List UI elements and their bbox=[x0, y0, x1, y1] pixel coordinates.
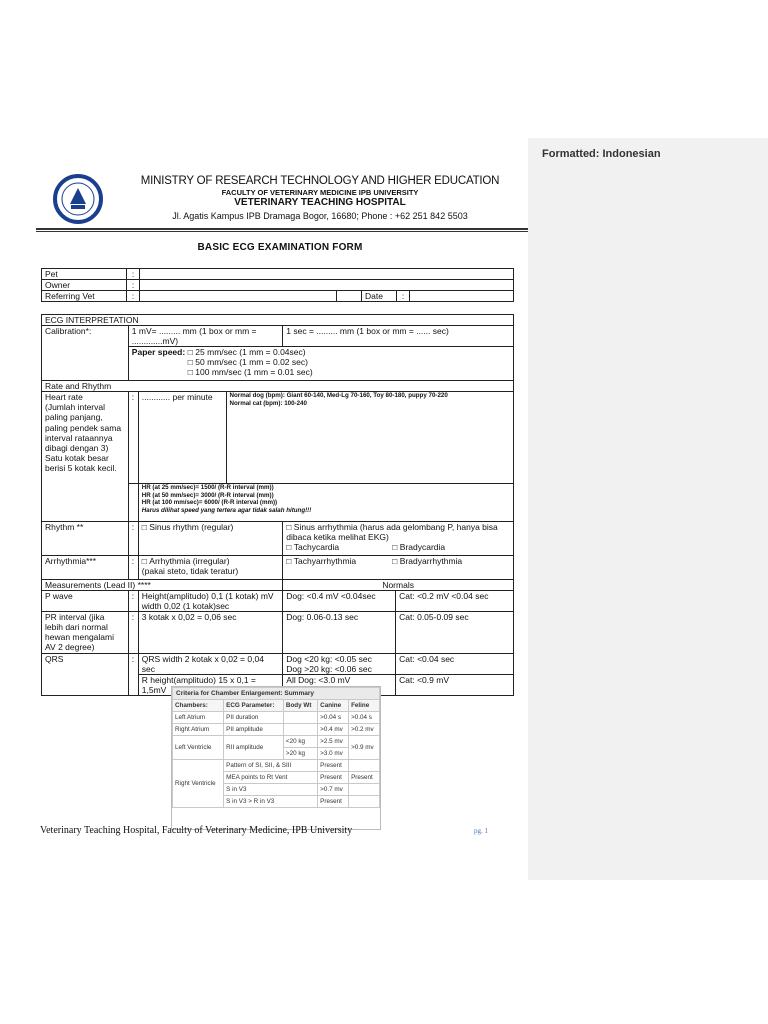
r-dog-normal: All Dog: <3.0 mV bbox=[283, 675, 396, 696]
p-wave-label: P wave bbox=[42, 591, 129, 612]
p-wave-value[interactable]: Height(amplitudo) 0,1 (1 kotak) mV width 0,02 (1 kotak)sec bbox=[138, 591, 283, 612]
arrhythmia-checkbox[interactable]: □ Arrhythmia (irregular) (pakai steto, tidak teratur) bbox=[138, 556, 283, 580]
tachycardia-checkbox[interactable]: □ Tachycardia bbox=[286, 542, 392, 552]
qrs-label: QRS bbox=[42, 654, 129, 696]
ipb-logo-icon bbox=[44, 174, 112, 224]
p-wave-cat-normal: Cat: <0.2 mV <0.04 sec bbox=[396, 591, 514, 612]
form-title: BASIC ECG EXAMINATION FORM bbox=[197, 242, 363, 253]
calibration-sec[interactable]: 1 sec = ......... mm (1 box or mm = ...... sec) bbox=[283, 326, 514, 347]
bradyarrhythmia-checkbox[interactable]: □ Bradyarrhythmia bbox=[392, 556, 462, 566]
owner-label: Owner bbox=[42, 280, 127, 291]
header-divider bbox=[36, 228, 530, 230]
measurements-heading: Measurements (Lead II) **** bbox=[42, 580, 283, 591]
sinus-rhythm-checkbox[interactable]: □ Sinus rhythm (regular) bbox=[138, 522, 283, 556]
hr-formula-100: HR (at 100 mm/sec)= 6000/ (R-R interval (mm)) bbox=[141, 499, 278, 506]
ministry-heading: MINISTRY OF RESEARCH TECHNOLOGY AND HIGHER EDUCATION bbox=[140, 175, 500, 187]
normals-heading: Normals bbox=[283, 580, 514, 591]
date-field[interactable] bbox=[410, 291, 514, 302]
qrs-width-value[interactable]: QRS width 2 kotak x 0,02 = 0,04 sec bbox=[138, 654, 283, 675]
r-height-value[interactable]: R height(amplitudo) 15 x 0,1 = 1,5mV bbox=[138, 675, 283, 696]
arrhythmia-label: Arrhythmia*** bbox=[42, 556, 129, 580]
bradycardia-checkbox[interactable]: □ Bradycardia bbox=[392, 542, 445, 552]
comment-label: Formatted: Indonesian bbox=[542, 148, 661, 160]
address-line: Jl. Agatis Kampus IPB Dramaga Bogor, 16680; Phone : +62 251 842 5503 bbox=[172, 211, 468, 221]
hospital-heading: VETERINARY TEACHING HOSPITAL bbox=[234, 197, 406, 208]
comment-pane bbox=[528, 138, 768, 880]
calibration-mv[interactable]: 1 mV= ......... mm (1 box or mm = .............mV) bbox=[128, 326, 283, 347]
chamber-caption: Criteria for Chamber Enlargement: Summary bbox=[173, 688, 380, 700]
referring-vet-label: Referring Vet bbox=[42, 291, 127, 302]
hr-formula-25: HR (at 25 mm/sec)= 1500/ (R-R interval (mm)) bbox=[141, 484, 274, 491]
date-label: Date bbox=[362, 291, 397, 302]
ecg-section-heading: ECG INTERPRETATION bbox=[42, 315, 514, 326]
hr-note: Harus dilihat speed yang tertera agar tidak salah hitung!!! bbox=[141, 506, 312, 514]
r-cat-normal: Cat: <0.9 mV bbox=[396, 675, 514, 696]
pet-field[interactable] bbox=[140, 269, 514, 280]
pr-interval-label: PR interval (jika lebih dari normal hewan mengalami AV 2 degree) bbox=[42, 612, 129, 654]
owner-field[interactable] bbox=[140, 280, 514, 291]
footer-text: Veterinary Teaching Hospital, Faculty of Veterinary Medicine, IPB University bbox=[40, 825, 353, 836]
tachyarrhythmia-checkbox[interactable]: □ Tachyarrhythmia bbox=[286, 556, 392, 566]
calibration-label: Calibration*: bbox=[42, 326, 129, 381]
faculty-heading: FACULTY OF VETERINARY MEDICINE IPB UNIVERSITY bbox=[221, 188, 419, 197]
rhythm-label: Rhythm ** bbox=[42, 522, 129, 556]
page-number: pg. 1 bbox=[474, 827, 488, 835]
speed-50-checkbox[interactable]: □ 50 mm/sec (1 mm = 0.02 sec) bbox=[132, 357, 510, 367]
p-wave-dog-normal: Dog: <0.4 mV <0.04sec bbox=[283, 591, 396, 612]
rate-rhythm-heading: Rate and Rhythm bbox=[42, 381, 514, 392]
patient-info-table: Pet : Owner : Referring Vet : Date : bbox=[41, 268, 514, 302]
normal-cat-bpm: Normal cat (bpm): 100-240 bbox=[229, 399, 307, 407]
speed-100-checkbox[interactable]: □ 100 mm/sec (1 mm = 0.01 sec) bbox=[132, 367, 510, 377]
pr-cat-normal: Cat: 0.05-0.09 sec bbox=[396, 612, 514, 654]
referring-vet-field[interactable] bbox=[140, 291, 337, 302]
qrs-cat-normal: Cat: <0.04 sec bbox=[396, 654, 514, 675]
pr-interval-value[interactable]: 3 kotak x 0,02 = 0,06 sec bbox=[138, 612, 283, 654]
paper-speed-label: Paper speed: bbox=[131, 347, 186, 357]
pr-dog-normal: Dog: 0.06-0.13 sec bbox=[283, 612, 396, 654]
hr-formula-50: HR (at 50 mm/sec)= 3000/ (R-R interval (mm)) bbox=[141, 491, 274, 499]
ecg-interpretation-table: ECG INTERPRETATION Calibration*: 1 mV= ......... mm (1 box or mm = .............mV) 1 sec = ......... mm (1 box or mm = ...... sec) Paper speed: □ 25 mm/sec (1 mm = 0.04sec) □ 50 mm/sec (1 mm = 0.02 sec) □ 100 mm/sec (1 mm = 0.01 sec) Rate and Rhythm Heart rate (Jumlah interval paling panjang, paling pendek sama interval rataannya dibagi dengan 3) Satu kotak besar berisi 5 kotak kecil. : ............ per minute Normal dog (bpm): Giant 60-140, Med-Lg 70-160, Toy 80-180, puppy 70-220 Normal cat (bpm): 100-240 HR (at 25 mm/sec)= 1500/ (R-R interval (mm)) HR (at 50 mm/sec)= 3000/ (R-R interval (mm)) HR (at 100 mm/sec)= 6000/ (R-R interval (mm)) Harus dilihat speed yang tertera agar tidak salah hitung!!! Rhythm ** : □ Sinus rhythm (regular) □ Sinus arrhythmia (harus ada gelombang P, hanya bisa dibaca ketika melihat EKG) □ Tachycardia □ Bradycardia Arrhythmia*** : □ Arrhythmia (irregular) (pakai steto, tidak teratur) □ Tachyarrhythmia □ Bradyarrhythmia Measurements (Lead II) **** Normals P wave : Height(amplitudo) 0,1 (1 kotak) mV width 0,02 (1 kotak)sec Dog: <0.4 mV <0.04sec Cat: <0.2 mV <0.04 sec PR interval (jika lebih dari normal hewan mengalami AV 2 degree) : 3 kotak x 0,02 = 0,06 sec Dog: 0.06-0.13 sec Cat: 0.05-0.09 sec QRS : QRS width 2 kotak x 0,02 = 0,04 sec Dog <20 kg: <0.05 sec Dog >20 kg: <0.06 sec Cat: <0.04 sec R height(amplitudo) 15 x 0,1 = 1,5mV All Dog: <3.0 mV Cat: <0.9 mV bbox=[41, 314, 514, 696]
pet-label: Pet bbox=[42, 269, 127, 280]
speed-25-checkbox[interactable]: □ 25 mm/sec (1 mm = 0.04sec) bbox=[188, 347, 306, 357]
qrs-dog-normal: Dog <20 kg: <0.05 sec Dog >20 kg: <0.06 sec bbox=[283, 654, 396, 675]
chamber-enlargement-table-image: Criteria for Chamber Enlargement: Summary Chambers: ECG Parameter: Body Wt Canine Feline Left Atrium PII duration >0.04 s >0.04 s Right Atrium PII amplitude >0.4 mv >0.2 mv Left Ventricle RII amplitude <20 kg >2.5 mv >0.9 mv >20 kg >3.0 mv Right Ventricle Pattern of SI, SII, & SIII Present MEA points to Rt Vent Present Present S in V3 >0.7 mv S in V3 > R in V3 Present bbox=[171, 686, 381, 830]
header-divider-thin bbox=[36, 231, 530, 232]
heart-rate-field[interactable]: ............ per minute bbox=[138, 392, 226, 484]
heart-rate-label: Heart rate (Jumlah interval paling panjang, paling pendek sama interval rataannya dibagi dengan 3) Satu kotak besar berisi 5 kotak kecil. bbox=[42, 392, 129, 522]
sinus-arrhythmia-checkbox[interactable]: □ Sinus arrhythmia (harus ada gelombang P, hanya bisa dibaca ketika melihat EKG) bbox=[286, 522, 510, 542]
normal-dog-bpm: Normal dog (bpm): Giant 60-140, Med-Lg 70-160, Toy 80-180, puppy 70-220 bbox=[229, 392, 448, 399]
